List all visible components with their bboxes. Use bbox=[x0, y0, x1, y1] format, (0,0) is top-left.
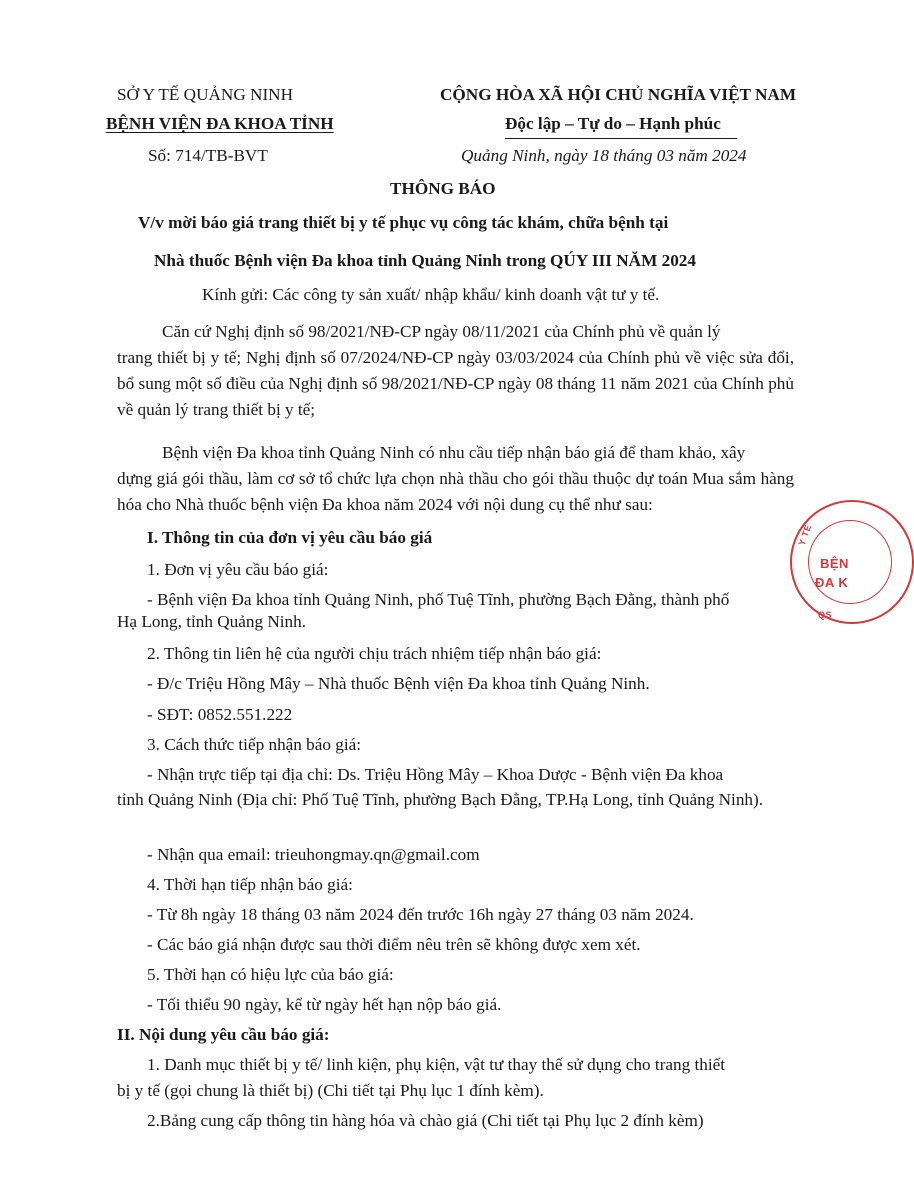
s1-item-5: 5. Thời hạn có hiệu lực của báo giá: bbox=[147, 965, 394, 984]
document-number: Số: 714/TB-BVT bbox=[148, 146, 268, 165]
s1-item-4-period: - Từ 8h ngày 18 tháng 03 năm 2024 đến trước 16h ngày 27 tháng 03 năm 2024. bbox=[147, 905, 694, 924]
document-title: THÔNG BÁO bbox=[390, 179, 496, 198]
legal-basis-paragraph bbox=[117, 319, 794, 423]
stamp-text-top: BỆN bbox=[820, 556, 849, 571]
national-motto: Độc lập – Tự do – Hạnh phúc bbox=[505, 114, 721, 133]
subject-line-1: V/v mời báo giá trang thiết bị y tế phục vụ công tác khám, chữa bệnh tại bbox=[138, 213, 669, 232]
s1-item-3-address-first: - Nhận trực tiếp tại địa chỉ: Ds. Triệu Hồng Mây – Khoa Dược - Bệnh viện Đa khoa bbox=[147, 765, 724, 784]
stamp-text-bottom: QS bbox=[818, 610, 833, 620]
legal-basis-rest: trang thiết bị y tế; Nghị định số 07/2024/NĐ-CP ngày 03/03/2024 của Chính phủ về việc sửa đổi, bổ sung một số điều của Nghị định số 98/2021/NĐ-CP ngày 08 tháng 11 năm 2021 của Chính phủ về quản lý trang thiết bị y tế; bbox=[117, 348, 794, 419]
s1-item-1-detail-line-2: Hạ Long, tỉnh Quảng Ninh. bbox=[117, 612, 307, 631]
stamp-text-left: Y TẾ bbox=[796, 523, 814, 547]
stamp-text-mid: ĐA K bbox=[815, 575, 849, 590]
s2-item-1-paragraph bbox=[117, 1052, 794, 1104]
s1-item-4: 4. Thời hạn tiếp nhận báo giá: bbox=[147, 875, 353, 894]
s1-item-2: 2. Thông tin liên hệ của người chịu trách nhiệm tiếp nhận báo giá: bbox=[147, 644, 602, 663]
s1-item-3: 3. Cách thức tiếp nhận báo giá: bbox=[147, 735, 362, 754]
s1-item-1: 1. Đơn vị yêu cầu báo giá: bbox=[147, 560, 329, 579]
issuer-department: SỞ Y TẾ QUẢNG NINH bbox=[117, 85, 294, 104]
s2-item-1-rest: bị y tế (gọi chung là thiết bị) (Chi tiết tại Phụ lục 1 đính kèm). bbox=[117, 1081, 544, 1100]
motto-underline bbox=[505, 138, 737, 139]
s1-item-3-address-paragraph bbox=[117, 762, 794, 812]
issue-date: Quảng Ninh, ngày 18 tháng 03 năm 2024 bbox=[461, 146, 747, 165]
s1-item-5-detail: - Tối thiểu 90 ngày, kể từ ngày hết hạn nộp báo giá. bbox=[147, 995, 502, 1014]
national-title: CỘNG HÒA XÃ HỘI CHỦ NGHĨA VIỆT NAM bbox=[440, 85, 797, 104]
s1-item-3-address-rest: tỉnh Quảng Ninh (Địa chỉ: Phố Tuệ Tĩnh, phường Bạch Đằng, TP.Hạ Long, tỉnh Quảng Ninh). bbox=[117, 790, 764, 809]
s1-item-2-phone: - SĐT: 0852.551.222 bbox=[147, 705, 293, 724]
purpose-first-line: Bệnh viện Đa khoa tỉnh Quảng Ninh có nhu cầu tiếp nhận báo giá để tham khảo, xây bbox=[162, 443, 746, 462]
section-1-heading: I. Thông tin của đơn vị yêu cầu báo giá bbox=[147, 528, 433, 547]
subject-line-2: Nhà thuốc Bệnh viện Đa khoa tỉnh Quảng Ninh trong QÚY III NĂM 2024 bbox=[154, 251, 696, 270]
s1-item-4-note: - Các báo giá nhận được sau thời điểm nêu trên sẽ không được xem xét. bbox=[147, 935, 641, 954]
recipient-line: Kính gửi: Các công ty sản xuất/ nhập khẩu/ kinh doanh vật tư y tế. bbox=[202, 285, 660, 304]
section-2-heading: II. Nội dung yêu cầu báo giá: bbox=[117, 1025, 330, 1044]
issuer-hospital: BỆNH VIỆN ĐA KHOA TỈNH bbox=[106, 114, 334, 133]
s1-item-2-contact: - Đ/c Triệu Hồng Mây – Nhà thuốc Bệnh viện Đa khoa tỉnh Quảng Ninh. bbox=[147, 674, 650, 693]
purpose-rest: dựng giá gói thầu, làm cơ sở tổ chức lựa chọn nhà thầu cho gói thầu thuộc dự toán Mua sắm hàng hóa cho Nhà thuốc bệnh viện Đa khoa năm 2024 với nội dung cụ thể như sau: bbox=[117, 469, 794, 514]
s2-item-1-first: 1. Danh mục thiết bị y tế/ linh kiện, phụ kiện, vật tư thay thế sử dụng cho trang thiết bbox=[147, 1055, 726, 1074]
purpose-paragraph bbox=[117, 440, 794, 518]
s1-item-1-detail-line-1: - Bệnh viện Đa khoa tỉnh Quảng Ninh, phố Tuệ Tĩnh, phường Bạch Đằng, thành phố bbox=[147, 590, 730, 609]
s1-item-3-email: - Nhận qua email: trieuhongmay.qn@gmail.com bbox=[147, 845, 480, 864]
s2-item-2: 2.Bảng cung cấp thông tin hàng hóa và chào giá (Chi tiết tại Phụ lục 2 đính kèm) bbox=[147, 1111, 704, 1130]
legal-basis-first-line: Căn cứ Nghị định số 98/2021/NĐ-CP ngày 08/11/2021 của Chính phủ về quản lý bbox=[162, 322, 721, 341]
